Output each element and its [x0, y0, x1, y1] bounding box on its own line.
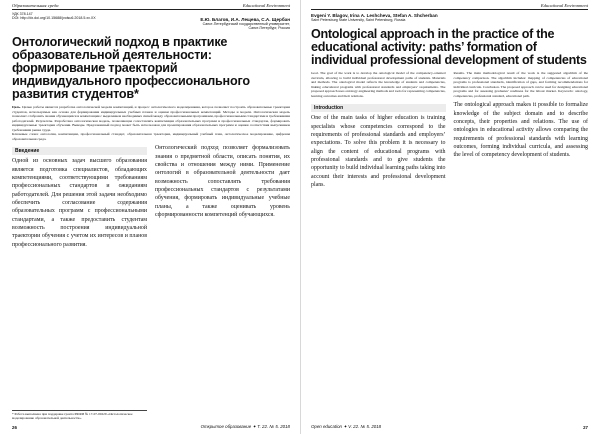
abstract-en-col-1: Goal. The goal of the work is to develop the ontological model of the competency-oriented curricula, allowing to build individual professional development paths of students. Materials and methods. The ontological model reflects the knowledge of students and competencies, linking educational programs with professional standards and employers’ requirements. The proposed approach uses ontology engineering methods and tools for representing competencies, learning outcomes and their relations.	[311, 71, 446, 98]
running-header	[311, 3, 588, 10]
authors-en: Evgeni Y. Blagov, Irina A. Leshcheva, Stefan A. Shcherban	[311, 13, 438, 18]
abstract-columns	[311, 71, 588, 98]
header-section-en: Educational Environment	[242, 3, 290, 8]
article-title-en: Ontological approach in the practice of the educational activity: paths’ formation of individual professional development of students	[311, 27, 587, 68]
footnote: * Работа выполнена при поддержке гранта РФФИ № 17-07-00229 «Онтологическое моделирование образовательной деятельности».	[12, 410, 147, 421]
keywords: Ключевые слова: онтология, компетенции, профессиональный стандарт, образовательная траектория, индивидуальный учебный план, онтологическое моделирование, цифровая образовательная среда.	[12, 132, 290, 141]
running-header	[12, 3, 290, 10]
affiliation-en: Saint Petersburg State University, Saint Petersburg, Russia	[311, 18, 406, 22]
body-text-en: The ontological approach makes it possible to formalize knowledge of the subject domain and to describe concepts, their properties and relations. The use of ontologies in educational activity allows comparing the requirements of professional standards with learning outcomes, forming individual curricula, and assessing the level of competency development of students.	[453, 102, 588, 159]
header-section-en: Educational Environment	[540, 3, 588, 8]
section-heading: Введение	[12, 147, 147, 155]
right-page	[300, 0, 600, 434]
body-columns-en	[311, 101, 588, 189]
body-column-en-2	[454, 101, 589, 189]
authors: Е.Ю. Благов, И.А. Лещева, С.А. Щербан	[200, 16, 290, 22]
abstract-text: Целью работы является разработка онтологической модели компетенций, и процесс онтологического моделирования, которое позволяет построить образовательные траектории студентов, используемые как основа для формирования индивидуальных учебных планов и оценки профессиональных компетенций. Методы и модели. Онтологическая модель позволяет отобразить знания обучающихся и компетенции с выделением необходимых связей между образовательными программами, профессиональными стандартами и требованиями работодателей. Результаты. Разработана онтологическая модель, позволяющая сопоставлять компетенции образовательных программ и профессиональных стандартов, формировать индивидуальные траектории обучения. Выводы. Предложенный подход может быть использован для проектирования образовательных программ и оценки соответствия выпускников требованиям рынка труда.	[12, 105, 290, 132]
section-heading-en: Introduction	[311, 104, 446, 112]
body-text-en: One of the main tasks of higher education is training specialists whose competencies correspond to the requirements of professional standards and employers’ expectations. To solve this problem it is necessary to align the content of educational programs with professional standards and to give students the opportunity to build individual learning paths taking into account their interests and professional development plans.	[311, 115, 446, 188]
article-title: Онтологический подход в практике образовательной деятельности: формирование траекторий индивидуального профессионального развития студентов*	[12, 35, 250, 102]
footer-journal-text: Открытое образование ✦ Т. 22. № 5. 2018	[200, 424, 290, 429]
footer-journal-en	[311, 424, 381, 430]
body-text: Одной из основных задач высшего образования является подготовка специалистов, обладающих компетенциями, соответствующими требованиям профессиональных стандартов и ожиданиям работодателей. Для решения этой задачи необходимо обеспечить согласование содержания образовательных программ с профессиональными стандартами, а также предоставить студентам возможность построения индивидуальной траектории обучения с учетом их интересов и планов профессионального развития.	[12, 158, 147, 248]
footer-journal-text: Open education ✦ V. 22. № 5. 2018	[311, 424, 382, 429]
abstract	[12, 105, 290, 141]
doi: DOI: http://dx.doi.org/10.15688/jvolsu6.2018.5.xx.XX	[12, 16, 96, 21]
affiliation-line: Санкт-Петербургский государственный университет,	[202, 21, 290, 26]
affiliation	[12, 22, 290, 30]
page-number: 26	[12, 425, 17, 430]
body-column-1	[12, 144, 147, 249]
udc: УДК 378.147	[12, 12, 33, 16]
body-columns	[12, 144, 290, 249]
header-section: Образовательная среда	[12, 3, 59, 8]
abstract-en-col-2: Results. The main methodological result of the work is the suggested algorithm of the competency comparison. The algorithm includes: mapping of competencies of educational programs to professional standards, identification of gaps, and forming recommendations for individual curricula. Conclusion. The proposed approach can be used for designing educational programs and for assessing graduates’ readiness for the labour market. Keywords: ontology, competencies, professional standard, educational path.	[453, 71, 588, 98]
body-column-2	[155, 144, 290, 249]
affiliation-line: Санкт-Петербург, Россия	[248, 26, 290, 31]
body-column-en-1	[311, 101, 446, 189]
body-text: Онтологический подход позволяет формализовать знания о предметной области, описать понятия, их свойства и отношения между ними. Применение онтологий в образовательной деятельности дает возможность сопоставлять требования профессиональных стандартов с результатами обучения, формировать индивидуальные учебные планы, а также оценивать уровень сформированности компетенций обучающихся.	[155, 145, 290, 218]
abstract-label: Цель.	[12, 105, 21, 110]
footer-journal	[201, 424, 290, 430]
page-number: 27	[583, 425, 588, 430]
